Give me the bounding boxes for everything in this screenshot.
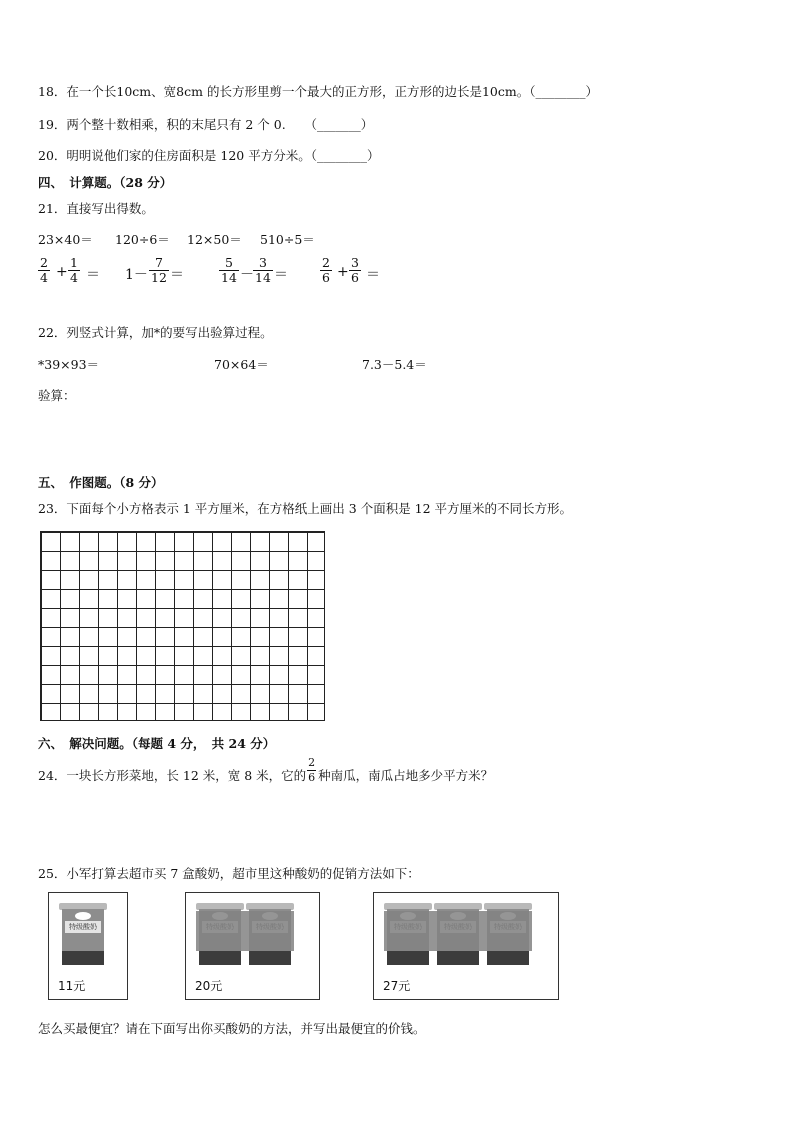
plus-sign: + [337, 264, 349, 280]
vertical-calc-3: 7.3－5.4＝ [362, 357, 427, 372]
equals-sign: ＝ [86, 267, 100, 283]
question-25-ask: 怎么买最便宜？请在下面写出你买酸奶的方法，并写出最便宜的价钱。 [38, 1021, 426, 1036]
check-label: 验算： [38, 388, 76, 403]
question-18: 18．在一个长10cm、宽8cm 的长方形里剪一个最大的正方形，正方形的边长是10cm。（________） [38, 84, 598, 99]
equals-sign: ＝ [274, 267, 288, 283]
question-21: 21．直接写出得数。 [38, 201, 154, 216]
calc-item-1: 23×40＝ [38, 232, 93, 247]
bundle-wrap-band [384, 911, 532, 951]
question-25: 25．小军打算去超市买 7 盒酸奶，超市里这种酸奶的促销方法如下： [38, 866, 420, 881]
offer-double-box [185, 892, 320, 1000]
section-5-heading: 五、 作图题。（8 分） [38, 475, 164, 490]
fraction-2-6: 2 6 [320, 256, 332, 285]
fraction-2-4: 2 4 [38, 256, 50, 285]
calc-item-4: 510÷5＝ [260, 232, 315, 247]
bundle-wrap-band [196, 911, 294, 951]
question-19: 19．两个整十数相乘，积的末尾只有 2 个 0. （_______） [38, 117, 374, 132]
question-20: 20．明明说他们家的住房面积是 120 平方分米。（________） [38, 148, 380, 163]
calc-item-3: 12×50＝ [187, 232, 242, 247]
price-double: 20元 [195, 979, 223, 993]
question-24 [38, 756, 494, 784]
vertical-calc-1: *39×93＝ [38, 357, 100, 372]
offer-triple-box [373, 892, 559, 1000]
plus-sign: + [56, 264, 68, 280]
price-triple: 27元 [383, 979, 411, 993]
calc-item-2: 120÷6＝ [115, 232, 170, 247]
equals-sign: ＝ [170, 267, 184, 283]
square-grid-paper[interactable] [40, 531, 325, 721]
minus-sign: － [240, 267, 254, 283]
fraction-denominator: 6 [308, 771, 316, 784]
fraction-7-12: 7 12 [151, 255, 167, 285]
question-23: 23．下面每个小方格表示 1 平方厘米，在方格纸上画出 3 个面积是 12 平方厘米的不同长方形。 [38, 501, 573, 516]
fraction-5-14: 5 14 [221, 255, 237, 285]
fraction-2-6-inline [306, 756, 318, 784]
question-24-text-start: 24．一块长方形菜地，长 12 米，宽 8 米，它的 [38, 768, 307, 783]
question-22: 22．列竖式计算，加*的要写出验算过程。 [38, 325, 273, 340]
yogurt-cup-icon: 特级酸奶 [59, 903, 107, 965]
question-24-text-end: 种南瓜，南瓜占地多少平方米？ [318, 768, 494, 783]
fraction-3-6: 3 6 [349, 256, 361, 285]
fraction-numerator: 2 [308, 756, 316, 769]
one-minus: 1－ [125, 267, 148, 283]
price-single: 11元 [58, 979, 86, 993]
vertical-calc-2: 70×64＝ [214, 357, 269, 372]
section-6-heading: 六、 解决问题。（每题 4 分， 共 24 分） [38, 736, 276, 751]
offer-single-box [48, 892, 128, 1000]
fraction-1-4: 1 4 [68, 256, 80, 285]
fraction-3-14: 3 14 [255, 255, 271, 285]
section-4-heading: 四、 计算题。（28 分） [38, 175, 173, 190]
equals-sign: ＝ [366, 267, 380, 283]
